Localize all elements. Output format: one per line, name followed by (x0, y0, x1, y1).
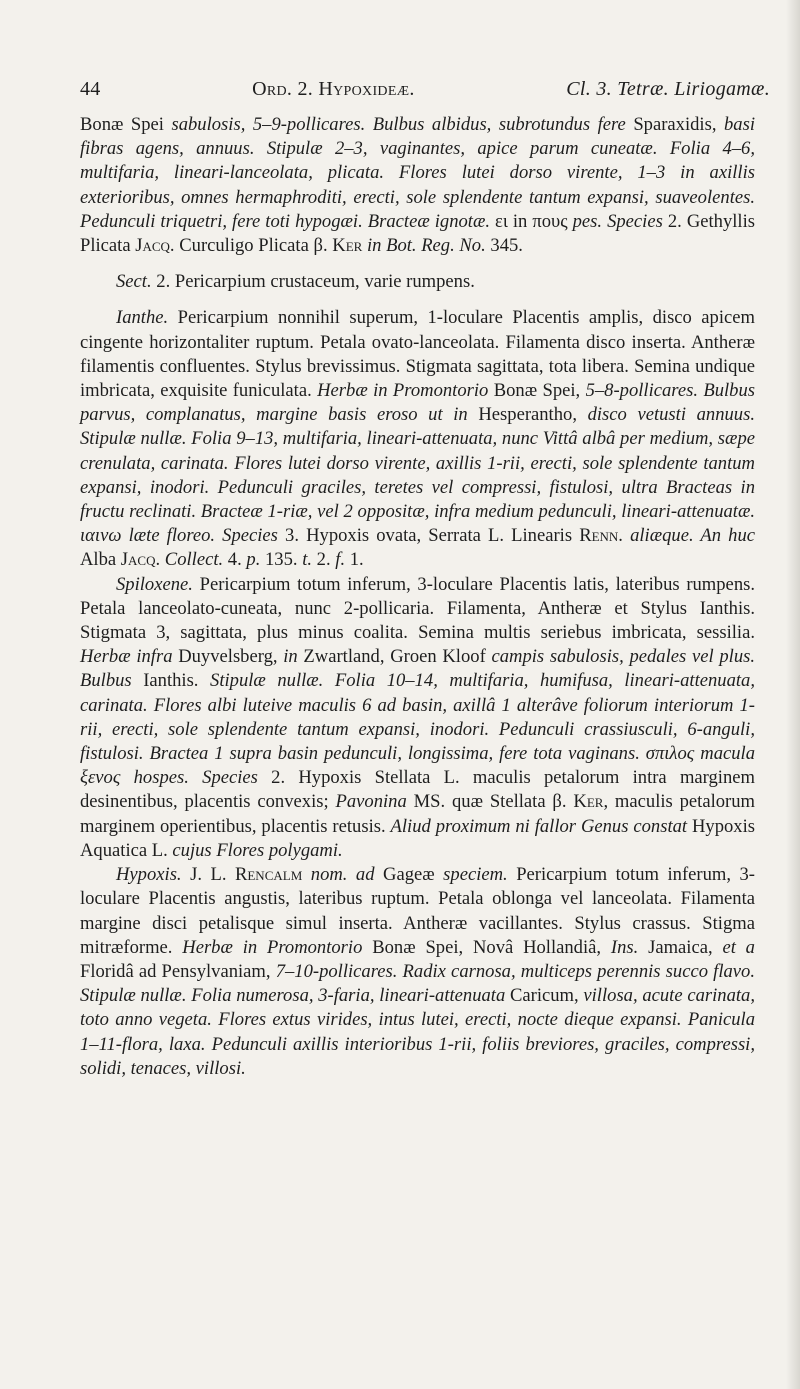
page-edge-shadow (786, 0, 800, 1389)
order-heading: Ord. 2. Hypoxideæ. (252, 78, 415, 100)
paragraph-ianthe: Ianthe. Pericarpium nonnihil superum, 1-loculare Placentis amplis, disco apicem cingente horizontaliter ruptum. Petala ovato-lanceolata. Filamenta disco inserta. Antheræ filamentis confluentes. Stylus brevissimus. Stigmata sagittata, tota libera. Semina undique imbricata, exquisite funiculata. Herbæ in Promontorio Bonæ Spei, 5–8-pollicares. Bulbus parvus, complanatus, margine basis eroso ut in Hesperantho, disco vetusti annuus. Stipulæ nullæ. Folia 9–13, multifaria, lineari-attenuata, nunc Vittâ albâ per medium, sæpe crenulata, carinata. Flores lutei dorso virente, axillis 1-rii, erecti, sole splendente tantum expansi, inodori. Pedunculi graciles, teretes vel compressi, fistulosi, ultra Bracteas in fructu reclinati. Bracteæ 1-riæ, vel 2 oppositæ, infra medium pedunculi, lineari-attenuatæ. ιαινω læte floreo. Species 3. Hypoxis ovata, Serrata L. Linearis Renn. aliæque. An huc Alba Jacq. Collect. 4. p. 135. t. 2. f. 1. (80, 307, 756, 571)
paragraph-hypoxis: Hypoxis. J. L. Rencalm nom. ad Gageæ speciem. Pericarpium totum inferum, 3-loculare Placentis angustis, lateribus ruptum. Petala oblonga vel lanceolata. Filamenta margine disci petalisque simul inserta. Antheræ vacillantes. Stylus crassus. Stigma mitræforme. Herbæ in Promontorio Bonæ Spei, Novâ Hollandiâ, Ins. Jamaica, et a Floridâ ad Pensylvaniam, 7–10-pollicares. Radix carnosa, multiceps perennis succo flavo. Stipulæ nullæ. Folia numerosa, 3-faria, lineari-attenuata Caricum, villosa, acute carinata, toto anno vegeta. Flores extus virides, intus lutei, erecti, nocte dieque expansi. Panicula 1–11-flora, laxa. Pedunculi axillis interioribus 1-rii, foliis breviores, graciles, compressi, solidi, tenaces, villosi. (80, 864, 755, 1079)
body-text (80, 113, 755, 1081)
class-heading: Cl. 3. Tetræ. Liriogamæ. (566, 78, 770, 100)
paragraph-spiloxene: Spiloxene. Pericarpium totum inferum, 3-loculare Placentis latis, lateribus rumpens. Petala lanceolato-cuneata, nunc 2-pollicaria. Filamenta, Antheræ et Stylus Ianthis. Stigmata 3, sagittata, plus minus coalita. Semina multis seriebus imbricata, sessilia. Herbæ infra Duyvelsberg, in Zwartland, Groen Kloof campis sabulosis, pedales vel plus. Bulbus Ianthis. Stipulæ nullæ. Folia 10–14, multifaria, humifusa, lineari-attenuata, carinata. Flores albi luteive maculis 6 ad basin, axillâ 1 alterâve foliorum interiorum 1-rii, erecti, sole splendente tantum expansi, inodori. Pedunculi crassiusculi, 6-anguli, fistulosi. Bractea 1 supra basin pedunculi, longissima, fere tota vaginans. σπιλος macula ξενος hospes. Species 2. Hypoxis Stellata L. maculis petalorum intra marginem desinentibus, placentis convexis; Pavonina MS. quæ Stellata β. Ker, maculis petalorum marginem operientibus, placentis retusis. Aliud proximum ni fallor Genus constat Hypoxis Aquatica L. cujus Flores polygami. (80, 573, 756, 861)
page-number: 44 (80, 78, 101, 100)
running-header (80, 78, 770, 101)
paragraph-sect-2: Sect. 2. Pericarpium crustaceum, varie rumpens. (116, 271, 475, 293)
paragraph-bonae-spei: Bonæ Spei sabulosis, 5–9-pollicares. Bulbus albidus, subrotundus fere Sparaxidis, basi fibras agens, annuus. Stipulæ 2–3, vaginantes, apice parum cuneatæ. Folia 4–6, multifaria, lineari-lanceolata, plicata. Flores lutei dorso virente, 1–3 in axillis exterioribus, omnes hermaphroditi, erecti, sole splendente tantum expansi, suaveolentes. Pedunculi triquetri, fere toti hypogæi. Bracteæ ignotæ. ει in πους pes. Species 2. Gethyllis Plicata Jacq. Curculigo Plicata β. Ker in Bot. Reg. No. 345. (80, 114, 755, 257)
